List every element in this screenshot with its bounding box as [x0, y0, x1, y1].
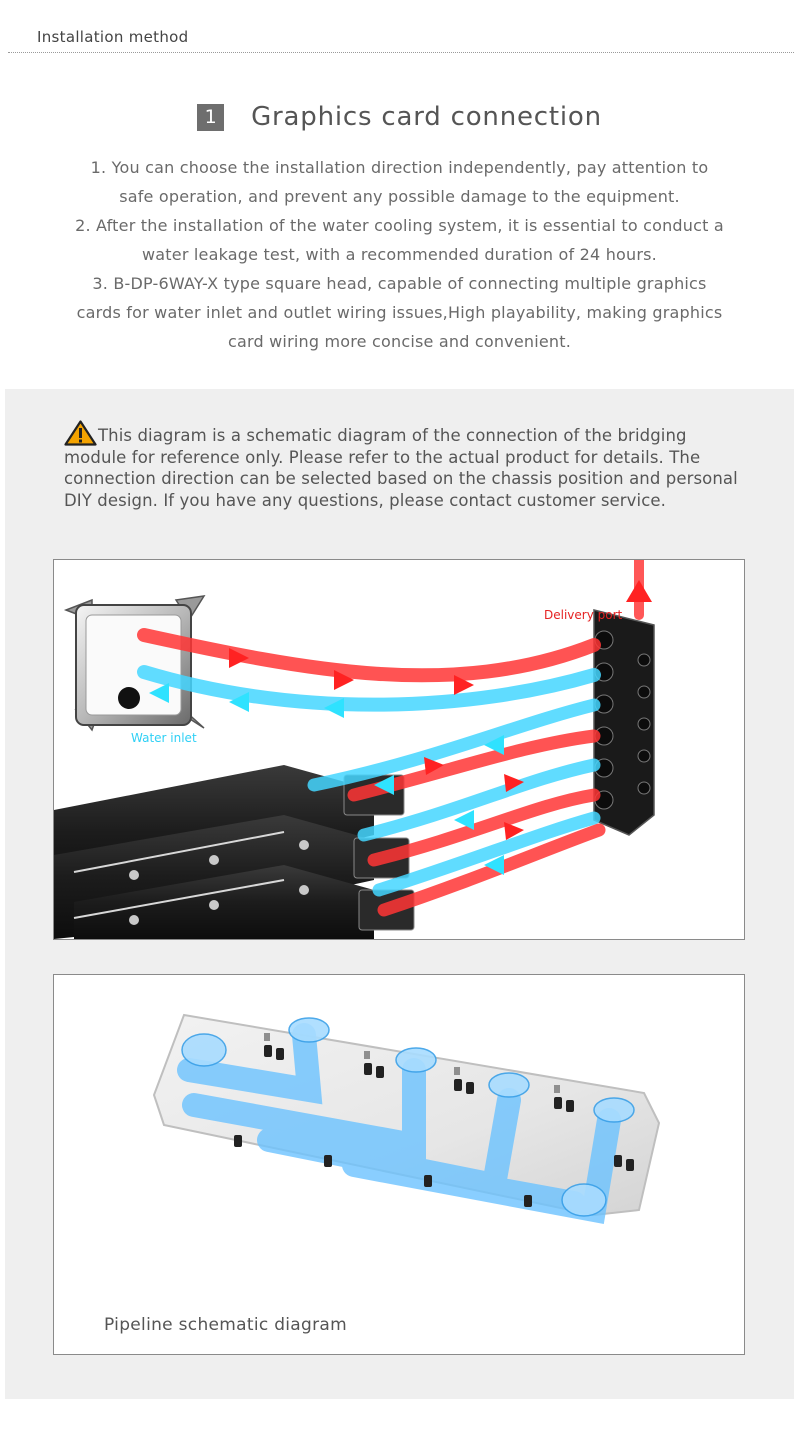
pipeline-illustration — [54, 975, 744, 1305]
connection-diagram — [53, 559, 745, 940]
section-heading — [0, 101, 799, 133]
diagram-panel — [5, 389, 794, 1399]
notice-body: This diagram is a schematic diagram of the connection of the bridging module for reference only. Please refer to the actual product for details. The connection direction can be selected based on the chassis position and personal DIY design. If you have any questions, please contact customer service. — [64, 426, 738, 510]
notice-text — [64, 420, 744, 511]
pipeline-caption: Pipeline schematic diagram — [104, 1315, 347, 1335]
cpu-block — [66, 596, 204, 730]
intro-text — [40, 153, 759, 356]
intro-line: cards for water inlet and outlet wiring issues,High playability, making graphics — [76, 303, 723, 322]
header-bar — [8, 26, 794, 53]
warning-triangle-icon — [64, 420, 97, 446]
delivery-port-label: Delivery port — [544, 608, 623, 622]
intro-line: 1. You can choose the installation direction independently, pay attention to — [90, 158, 709, 177]
intro-line: water leakage test, with a recommended duration of 24 hours. — [142, 245, 657, 264]
section-title: Graphics card connection — [251, 102, 602, 132]
connection-illustration — [54, 560, 744, 939]
manifold-block — [594, 610, 654, 835]
section-number-badge: 1 — [197, 104, 224, 131]
pipeline-diagram — [53, 974, 745, 1355]
intro-line: card wiring more concise and convenient. — [228, 332, 571, 351]
water-inlet-label: Water inlet — [131, 731, 197, 745]
intro-line: 2. After the installation of the water cooling system, it is essential to conduct a — [75, 216, 724, 235]
header-title: Installation method — [37, 28, 189, 46]
intro-line: 3. B-DP-6WAY-X type square head, capable of connecting multiple graphics — [92, 274, 707, 293]
intro-line: safe operation, and prevent any possible damage to the equipment. — [119, 187, 680, 206]
